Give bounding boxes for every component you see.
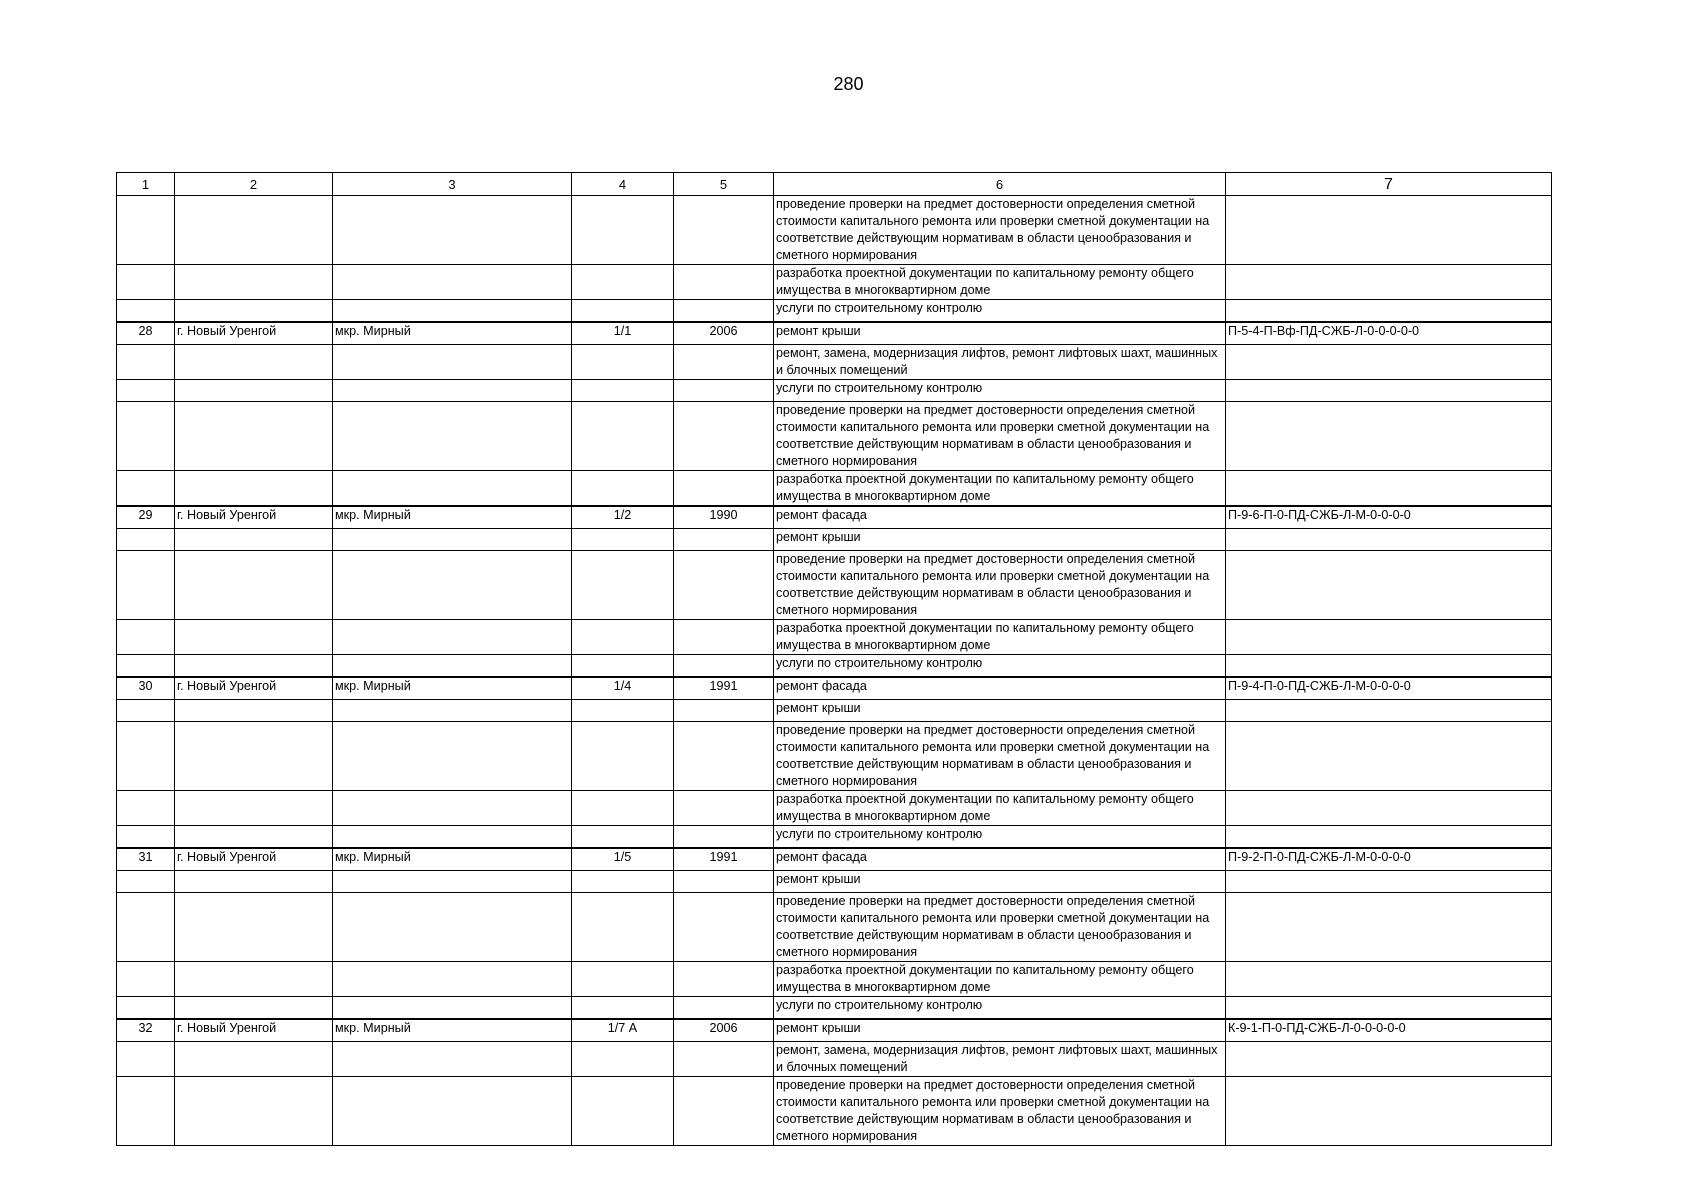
row-number <box>117 471 175 507</box>
work-type-cell: проведение проверки на предмет достоверности определения сметной стоимости капитального ремонта или проверки сметной документации на соответствие действующим нормативам в области ценообразования и сметного нормирования <box>774 551 1226 620</box>
house-number-cell <box>572 893 674 962</box>
street-cell <box>333 300 572 323</box>
city-cell <box>175 826 333 849</box>
table-row <box>117 196 1552 265</box>
table-row <box>117 402 1552 471</box>
row-number <box>117 722 175 791</box>
street-cell <box>333 471 572 507</box>
structure-code-cell: П-9-2-П-0-ПД-СЖБ-Л-М-0-0-0-0 <box>1226 848 1552 871</box>
structure-code-cell <box>1226 196 1552 265</box>
city-cell <box>175 551 333 620</box>
row-number <box>117 529 175 551</box>
street-cell <box>333 1042 572 1077</box>
year-cell <box>674 655 774 678</box>
year-cell <box>674 196 774 265</box>
row-number <box>117 962 175 997</box>
structure-code-cell <box>1226 871 1552 893</box>
street-cell: мкр. Мирный <box>333 506 572 529</box>
work-type-cell: разработка проектной документации по капитальному ремонту общего имущества в многоквартирном доме <box>774 791 1226 826</box>
table-row <box>117 871 1552 893</box>
city-cell <box>175 265 333 300</box>
house-number-cell <box>572 871 674 893</box>
year-cell: 2006 <box>674 322 774 345</box>
work-type-cell: ремонт фасада <box>774 506 1226 529</box>
city-cell <box>175 700 333 722</box>
structure-code-cell <box>1226 402 1552 471</box>
year-cell <box>674 471 774 507</box>
street-cell: мкр. Мирный <box>333 1019 572 1042</box>
house-number-cell <box>572 265 674 300</box>
year-cell: 1991 <box>674 677 774 700</box>
street-cell <box>333 997 572 1020</box>
row-number <box>117 871 175 893</box>
table-row <box>117 655 1552 678</box>
row-number <box>117 380 175 402</box>
table-row <box>117 345 1552 380</box>
city-cell <box>175 655 333 678</box>
structure-code-cell <box>1226 265 1552 300</box>
table-row <box>117 893 1552 962</box>
year-cell <box>674 826 774 849</box>
year-cell: 2006 <box>674 1019 774 1042</box>
house-number-cell <box>572 722 674 791</box>
street-cell: мкр. Мирный <box>333 677 572 700</box>
street-cell: мкр. Мирный <box>333 322 572 345</box>
column-header-7: 7 <box>1226 173 1552 196</box>
table-row <box>117 529 1552 551</box>
house-number-cell: 1/7 А <box>572 1019 674 1042</box>
structure-code-cell <box>1226 471 1552 507</box>
work-type-cell: проведение проверки на предмет достоверности определения сметной стоимости капитального ремонта или проверки сметной документации на соответствие действующим нормативам в области ценообразования и сметного нормирования <box>774 402 1226 471</box>
year-cell <box>674 1042 774 1077</box>
city-cell: г. Новый Уренгой <box>175 506 333 529</box>
work-type-cell: услуги по строительному контролю <box>774 655 1226 678</box>
house-number-cell <box>572 620 674 655</box>
house-number-cell <box>572 300 674 323</box>
work-type-cell: проведение проверки на предмет достоверности определения сметной стоимости капитального ремонта или проверки сметной документации на соответствие действующим нормативам в области ценообразования и сметного нормирования <box>774 1077 1226 1146</box>
structure-code-cell: К-9-1-П-0-ПД-СЖБ-Л-0-0-0-0-0 <box>1226 1019 1552 1042</box>
street-cell <box>333 196 572 265</box>
row-number: 31 <box>117 848 175 871</box>
row-number <box>117 345 175 380</box>
structure-code-cell <box>1226 826 1552 849</box>
house-number-cell <box>572 700 674 722</box>
structure-code-cell: П-5-4-П-Вф-ПД-СЖБ-Л-0-0-0-0-0 <box>1226 322 1552 345</box>
city-cell <box>175 471 333 507</box>
house-number-cell <box>572 962 674 997</box>
row-number: 29 <box>117 506 175 529</box>
year-cell <box>674 402 774 471</box>
city-cell <box>175 529 333 551</box>
table-row <box>117 791 1552 826</box>
street-cell <box>333 1077 572 1146</box>
work-type-cell: разработка проектной документации по капитальному ремонту общего имущества в многоквартирном доме <box>774 265 1226 300</box>
table-row <box>117 1077 1552 1146</box>
structure-code-cell <box>1226 300 1552 323</box>
structure-code-cell <box>1226 655 1552 678</box>
table-row <box>117 1019 1552 1042</box>
street-cell: мкр. Мирный <box>333 848 572 871</box>
row-number <box>117 551 175 620</box>
work-type-cell: ремонт крыши <box>774 322 1226 345</box>
street-cell <box>333 529 572 551</box>
house-number-cell <box>572 826 674 849</box>
work-type-cell: разработка проектной документации по капитальному ремонту общего имущества в многоквартирном доме <box>774 962 1226 997</box>
street-cell <box>333 722 572 791</box>
page-number: 280 <box>833 74 864 94</box>
house-number-cell <box>572 551 674 620</box>
city-cell <box>175 345 333 380</box>
house-number-cell: 1/2 <box>572 506 674 529</box>
row-number <box>117 791 175 826</box>
work-type-cell: проведение проверки на предмет достоверности определения сметной стоимости капитального ремонта или проверки сметной документации на соответствие действующим нормативам в области ценообразования и сметного нормирования <box>774 893 1226 962</box>
street-cell <box>333 700 572 722</box>
work-type-cell: разработка проектной документации по капитальному ремонту общего имущества в многоквартирном доме <box>774 620 1226 655</box>
house-number-cell <box>572 380 674 402</box>
house-number-cell <box>572 997 674 1020</box>
house-number-cell <box>572 1042 674 1077</box>
street-cell <box>333 655 572 678</box>
table-row <box>117 1042 1552 1077</box>
work-type-cell: ремонт, замена, модернизация лифтов, ремонт лифтовых шахт, машинных и блочных помещений <box>774 345 1226 380</box>
work-type-cell: ремонт, замена, модернизация лифтов, ремонт лифтовых шахт, машинных и блочных помещений <box>774 1042 1226 1077</box>
city-cell <box>175 1077 333 1146</box>
city-cell <box>175 962 333 997</box>
year-cell <box>674 997 774 1020</box>
street-cell <box>333 893 572 962</box>
row-number <box>117 1077 175 1146</box>
work-type-cell: ремонт крыши <box>774 1019 1226 1042</box>
year-cell <box>674 620 774 655</box>
row-number: 28 <box>117 322 175 345</box>
row-number: 30 <box>117 677 175 700</box>
city-cell <box>175 722 333 791</box>
table-row <box>117 962 1552 997</box>
city-cell <box>175 893 333 962</box>
table-row <box>117 551 1552 620</box>
work-type-cell: ремонт крыши <box>774 871 1226 893</box>
structure-code-cell <box>1226 722 1552 791</box>
year-cell <box>674 700 774 722</box>
table-row <box>117 722 1552 791</box>
year-cell <box>674 1077 774 1146</box>
year-cell <box>674 791 774 826</box>
structure-code-cell: П-9-4-П-0-ПД-СЖБ-Л-М-0-0-0-0 <box>1226 677 1552 700</box>
house-number-cell: 1/5 <box>572 848 674 871</box>
column-header-2: 2 <box>175 173 333 196</box>
house-number-cell <box>572 791 674 826</box>
table-row <box>117 300 1552 323</box>
column-header-3: 3 <box>333 173 572 196</box>
work-type-cell: проведение проверки на предмет достоверности определения сметной стоимости капитального ремонта или проверки сметной документации на соответствие действующим нормативам в области ценообразования и сметного нормирования <box>774 722 1226 791</box>
column-header-5: 5 <box>674 173 774 196</box>
street-cell <box>333 962 572 997</box>
header-row <box>117 173 1552 196</box>
street-cell <box>333 265 572 300</box>
year-cell <box>674 380 774 402</box>
city-cell <box>175 402 333 471</box>
street-cell <box>333 402 572 471</box>
work-type-cell: ремонт фасада <box>774 677 1226 700</box>
column-header-6: 6 <box>774 173 1226 196</box>
house-number-cell <box>572 402 674 471</box>
work-type-cell: услуги по строительному контролю <box>774 300 1226 323</box>
table-row <box>117 848 1552 871</box>
street-cell <box>333 826 572 849</box>
row-number <box>117 1042 175 1077</box>
work-type-cell: услуги по строительному контролю <box>774 826 1226 849</box>
year-cell <box>674 551 774 620</box>
structure-code-cell <box>1226 620 1552 655</box>
street-cell <box>333 871 572 893</box>
table-row <box>117 506 1552 529</box>
structure-code-cell <box>1226 551 1552 620</box>
structure-code-cell <box>1226 345 1552 380</box>
row-number <box>117 700 175 722</box>
table-row <box>117 997 1552 1020</box>
row-number <box>117 402 175 471</box>
row-number <box>117 265 175 300</box>
house-number-cell <box>572 196 674 265</box>
structure-code-cell <box>1226 997 1552 1020</box>
work-type-cell: ремонт фасада <box>774 848 1226 871</box>
column-header-1: 1 <box>117 173 175 196</box>
table-body <box>117 196 1552 1146</box>
column-header-4: 4 <box>572 173 674 196</box>
work-type-cell: услуги по строительному контролю <box>774 997 1226 1020</box>
year-cell <box>674 722 774 791</box>
structure-code-cell <box>1226 380 1552 402</box>
structure-code-cell <box>1226 962 1552 997</box>
row-number: 32 <box>117 1019 175 1042</box>
table-row <box>117 322 1552 345</box>
row-number <box>117 997 175 1020</box>
city-cell <box>175 997 333 1020</box>
structure-code-cell <box>1226 1042 1552 1077</box>
row-number <box>117 826 175 849</box>
year-cell <box>674 962 774 997</box>
house-number-cell: 1/4 <box>572 677 674 700</box>
city-cell <box>175 791 333 826</box>
row-number <box>117 893 175 962</box>
house-number-cell <box>572 1077 674 1146</box>
city-cell: г. Новый Уренгой <box>175 848 333 871</box>
row-number <box>117 300 175 323</box>
year-cell <box>674 529 774 551</box>
structure-code-cell: П-9-6-П-0-ПД-СЖБ-Л-М-0-0-0-0 <box>1226 506 1552 529</box>
house-number-cell <box>572 471 674 507</box>
year-cell: 1990 <box>674 506 774 529</box>
table-row <box>117 265 1552 300</box>
structure-code-cell <box>1226 1077 1552 1146</box>
city-cell <box>175 1042 333 1077</box>
city-cell <box>175 620 333 655</box>
year-cell: 1991 <box>674 848 774 871</box>
city-cell <box>175 300 333 323</box>
work-type-cell: проведение проверки на предмет достоверности определения сметной стоимости капитального ремонта или проверки сметной документации на соответствие действующим нормативам в области ценообразования и сметного нормирования <box>774 196 1226 265</box>
city-cell: г. Новый Уренгой <box>175 322 333 345</box>
table-row <box>117 380 1552 402</box>
house-number-cell <box>572 529 674 551</box>
work-type-cell: услуги по строительному контролю <box>774 380 1226 402</box>
year-cell <box>674 265 774 300</box>
house-number-cell <box>572 345 674 380</box>
city-cell: г. Новый Уренгой <box>175 677 333 700</box>
year-cell <box>674 345 774 380</box>
table-row <box>117 677 1552 700</box>
year-cell <box>674 300 774 323</box>
structure-code-cell <box>1226 700 1552 722</box>
street-cell <box>333 551 572 620</box>
table-row <box>117 826 1552 849</box>
street-cell <box>333 620 572 655</box>
city-cell <box>175 196 333 265</box>
street-cell <box>333 345 572 380</box>
table-row <box>117 471 1552 507</box>
structure-code-cell <box>1226 791 1552 826</box>
house-number-cell <box>572 655 674 678</box>
city-cell <box>175 871 333 893</box>
row-number <box>117 196 175 265</box>
year-cell <box>674 893 774 962</box>
structure-code-cell <box>1226 529 1552 551</box>
table-row <box>117 620 1552 655</box>
capital-repair-table <box>116 172 1552 1146</box>
street-cell <box>333 791 572 826</box>
year-cell <box>674 871 774 893</box>
structure-code-cell <box>1226 893 1552 962</box>
city-cell <box>175 380 333 402</box>
row-number <box>117 620 175 655</box>
work-type-cell: ремонт крыши <box>774 700 1226 722</box>
row-number <box>117 655 175 678</box>
work-type-cell: ремонт крыши <box>774 529 1226 551</box>
city-cell: г. Новый Уренгой <box>175 1019 333 1042</box>
work-type-cell: разработка проектной документации по капитальному ремонту общего имущества в многоквартирном доме <box>774 471 1226 507</box>
street-cell <box>333 380 572 402</box>
house-number-cell: 1/1 <box>572 322 674 345</box>
table-row <box>117 700 1552 722</box>
